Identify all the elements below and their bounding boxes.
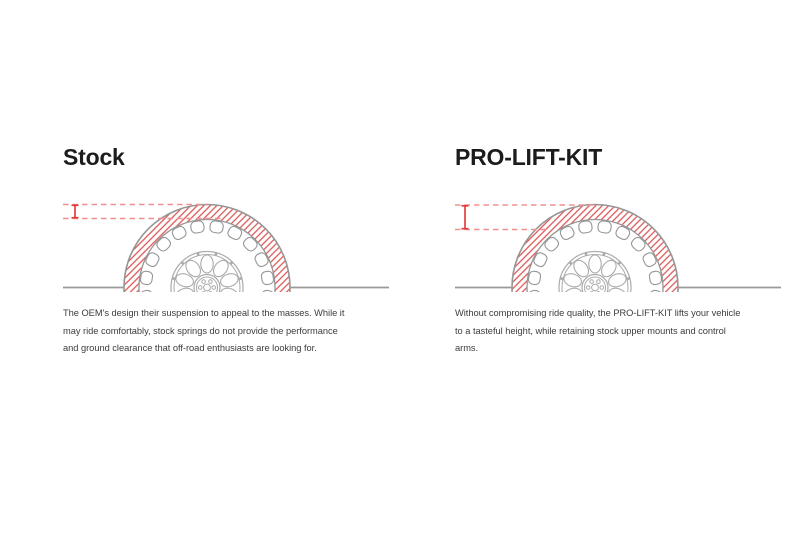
rim-spoke-hole (589, 255, 601, 273)
rim-tick (198, 253, 199, 255)
tread-knob (261, 290, 274, 296)
panel-pro-lift-kit (452, 0, 787, 534)
hub-center (592, 284, 599, 291)
description-line: Without compromising ride quality, the PRO-LIFT-KIT lifts your vehicle (455, 308, 741, 318)
rim-ring (562, 255, 628, 297)
hub-bolt (586, 286, 590, 290)
tread-knob (597, 220, 612, 233)
pro-lift-kit-wheel-diagram (452, 190, 784, 296)
rim-tick (561, 278, 563, 279)
hub-center (204, 284, 211, 291)
hub-bolt (600, 286, 604, 290)
description-line: and ground clearance that off-road enthusiasts are looking for. (63, 343, 317, 353)
tread-knob (528, 290, 541, 296)
tread-knob (528, 271, 541, 286)
panel-title-stock: Stock (63, 144, 125, 170)
hub-bolt (212, 286, 216, 290)
wheel-graphic (512, 205, 678, 297)
hub-bolt (590, 292, 594, 296)
rim-spoke-hole (201, 255, 213, 273)
hub-bolt (202, 280, 206, 284)
panel-stock (60, 0, 395, 534)
hub-bolt (597, 280, 601, 284)
rim-tick (216, 253, 217, 255)
hub-bolt (590, 280, 594, 284)
rim-spoke-hole (562, 286, 583, 296)
hub-outer (194, 275, 220, 297)
tread-knob (649, 271, 662, 286)
rim-tick (627, 278, 629, 279)
rim-tick (173, 278, 175, 279)
description-line: arms. (455, 343, 479, 353)
description-line: may ride comfortably, stock springs do not provide the performance (63, 325, 338, 336)
hub-inner (585, 277, 606, 296)
tread-knob (209, 220, 224, 233)
tread-knob (190, 220, 205, 233)
rim-spoke-hole (219, 286, 240, 296)
hub-bolt (202, 292, 206, 296)
description-line: The OEM's design their suspension to appeal to the masses. While it (63, 308, 345, 318)
tread-knob (140, 290, 153, 296)
rim-tick (239, 278, 241, 279)
hub-bolt (597, 292, 601, 296)
rim-tick (619, 262, 621, 264)
panel-description-stock (63, 305, 393, 358)
description-line: to a tasteful height, while retaining stock upper mounts and control (455, 325, 726, 336)
hub-bolt (198, 286, 202, 290)
rim-tick (231, 262, 233, 264)
hub-bolt (209, 280, 213, 284)
hub-inner (197, 277, 218, 296)
rim-spoke-hole (174, 286, 195, 296)
tread-knob (578, 220, 593, 233)
stock-wheel-diagram (60, 190, 392, 296)
tread-knob (261, 271, 274, 286)
hub-bolt (209, 292, 213, 296)
hub-outer (582, 275, 608, 297)
rim-tick (604, 253, 605, 255)
panel-title-pro-lift-kit: PRO-LIFT-KIT (455, 144, 603, 170)
rim-spoke-hole (607, 286, 628, 296)
rim-tick (570, 262, 572, 264)
panel-description-pro-lift-kit (455, 305, 785, 358)
tread-knob (649, 290, 662, 296)
rim-ring (174, 255, 240, 297)
tread-knob (140, 271, 153, 286)
rim-tick (182, 262, 184, 264)
rim-tick (586, 253, 587, 255)
